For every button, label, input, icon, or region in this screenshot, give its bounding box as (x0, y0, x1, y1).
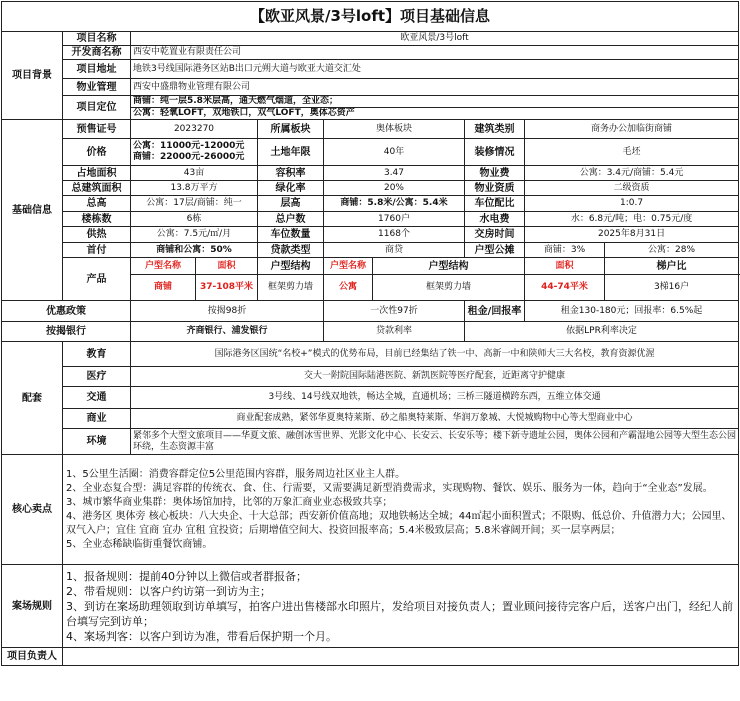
label-developer: 开发商名称 (63, 46, 131, 60)
label-pm-qualification: 物业资质 (465, 181, 525, 196)
value-building-type: 商务办公加临街商铺 (525, 120, 739, 139)
value-positioning-apartment: 公寓：轻氧LOFT，双地铁口，双气LOFT，奥体芯资产 (131, 108, 739, 120)
value-loan-rate: 依据LPR利率决定 (465, 322, 739, 342)
value-shared-area-apartment: 公寓：28% (605, 243, 739, 258)
label-commerce: 商业 (63, 409, 131, 429)
label-loan-rate: 贷款利率 (324, 322, 465, 342)
product-header-type-2: 户型名称 (324, 258, 373, 275)
value-heating: 公寓：7.5元/㎡/月 (131, 227, 258, 243)
value-environment: 紧邻多个大型文旅项目——华夏文旅、融创冰雪世界、光影文化中心、长安云、长安乐等；楼下新寺遗址公园，奥体公园和产霸湿地公园等大型生态公园环绕，生态资源丰富 (131, 429, 739, 455)
section-promotion: 优惠政策 (2, 301, 131, 322)
rule-item: 3、到访在案场助理领取到访单填写，拍客户进出售楼部水印照片，发给项目对接负责人；置业顾问接待完客户后，送客户出门，经纪人前台填写完到访单； (66, 599, 733, 628)
project-info-table (1, 1, 739, 666)
label-presale-permit: 预售证号 (63, 120, 131, 139)
label-transport: 交通 (63, 387, 131, 409)
section-bank: 按揭银行 (2, 322, 131, 342)
label-floor-height: 层高 (258, 196, 324, 212)
value-total-floors: 公寓：17层/商铺：纯一 (131, 196, 258, 212)
core-point: 5、全业态稀缺临街重餐饮商铺。 (66, 538, 213, 550)
value-down-payment: 商铺和公寓：50% (131, 243, 258, 258)
value-education: 国际港务区国统“名校+”模式的优势布局，目前已经集结了铁一中、高新一中和陕师大三大名校，教育资源优渥 (131, 342, 739, 367)
value-far: 3.47 (324, 166, 465, 181)
core-points-list (63, 455, 739, 565)
value-presale-permit: 2023270 (131, 120, 258, 139)
value-property-management: 西安中盛鼎物业管理有限公司 (131, 79, 739, 96)
label-land-tenure: 土地年限 (258, 139, 324, 166)
label-utility-fee: 水电费 (465, 212, 525, 227)
value-floor-height: 商铺：5.8米/公寓：5.4米 (324, 196, 465, 212)
section-product: 产品 (63, 258, 131, 301)
rules-list (63, 565, 739, 648)
promotion-full-payment-discount: 一次性97折 (324, 301, 465, 322)
product-header-structure: 户型结构 (258, 258, 324, 275)
rule-item: 4、案场判客：以客户到访为准，带看后保护期一个月。 (66, 629, 337, 643)
value-delivery-date: 2025年8月31日 (525, 227, 739, 243)
price-shop: 商铺：22000元-26000元 (133, 152, 245, 162)
label-far: 容积率 (258, 166, 324, 181)
value-block: 奥体板块 (324, 120, 465, 139)
label-property-management: 物业管理 (63, 79, 131, 96)
label-down-payment: 首付 (63, 243, 131, 258)
product-shop-area: 37-108平米 (196, 275, 258, 301)
product-header-type: 户型名称 (131, 258, 196, 275)
value-loan-type: 商贷 (324, 243, 465, 258)
value-pm-qualification: 二级资质 (525, 181, 739, 196)
value-gfa: 13.8万平方 (131, 181, 258, 196)
label-total-floors: 总高 (63, 196, 131, 212)
value-utility-fee: 水：6.8元/吨；电：0.75元/度 (525, 212, 739, 227)
product-header-area-2: 面积 (525, 258, 605, 275)
rule-item: 2、带看规则：以客户约访第一到访为主； (66, 584, 271, 598)
label-positioning: 项目定位 (63, 96, 131, 120)
product-apartment-structure: 框架剪力墙 (373, 275, 525, 301)
value-shared-area-shop: 商铺：3% (525, 243, 605, 258)
value-transport: 3号线、14号线双地铁，畅达全城，直通机场；三桥三隧道横跨东西，五维立体交通 (131, 387, 739, 409)
product-shop-type: 商铺 (131, 275, 196, 301)
label-land-area: 占地面积 (63, 166, 131, 181)
value-green-rate: 20% (324, 181, 465, 196)
value-decoration: 毛坯 (525, 139, 739, 166)
value-medical: 交大一附院国际陆港医院、新凯医院等医疗配套，近距离守护健康 (131, 367, 739, 387)
promotion-mortgage-discount: 按揭98折 (131, 301, 324, 322)
label-total-units: 总户数 (258, 212, 324, 227)
section-core-selling-points: 核心卖点 (2, 455, 63, 565)
value-total-units: 1760户 (324, 212, 465, 227)
label-delivery-date: 交房时间 (465, 227, 525, 243)
label-block: 所属板块 (258, 120, 324, 139)
core-point: 4、港务区 奥体旁 核心板块：八大央企、十大总部；西安新价值高地；双地铁畅达全城；44㎡起小面积置式；不限购、低总价、升值潜力大；公园里、双气入户；宜住 宜商 宜办 宜租 宜投资；后期增值空间大、投资回报率高；5.4米极致层高；5.8米睿阔开间；买一层享两层； (66, 510, 732, 536)
product-shop-structure: 框架剪力墙 (258, 275, 324, 301)
core-point: 3、城市繁华商业集群：奥体场馆加持，比邻的万象汇商业业态极致共享； (66, 496, 393, 508)
value-address: 地铁3号线国际港务区站B出口元朔大道与欧亚大道交汇处 (131, 60, 739, 79)
label-property-fee: 物业费 (465, 166, 525, 181)
value-project-name: 欧亚风景/3号loft (131, 32, 739, 46)
label-gfa: 总建筑面积 (63, 181, 131, 196)
product-apartment-type: 公寓 (324, 275, 373, 301)
page-title: 【欧亚风景/3号loft】项目基础信息 (2, 2, 739, 32)
label-address: 项目地址 (63, 60, 131, 79)
label-shared-area: 户型公摊 (465, 243, 525, 258)
rule-item: 1、报备规则：提前40分钟以上微信或者群报备； (66, 569, 307, 583)
value-parking-ratio: 1:0.7 (525, 196, 739, 212)
product-header-structure-2: 户型结构 (373, 258, 525, 275)
value-parking-count: 1168个 (324, 227, 465, 243)
label-parking-count: 车位数量 (258, 227, 324, 243)
label-green-rate: 绿化率 (258, 181, 324, 196)
value-commerce: 商业配套成熟，紧邻华夏奥特莱斯、砂之船奥特莱斯、华润万象城、大悦城购物中心等大型商业中心 (131, 409, 739, 429)
label-environment: 环境 (63, 429, 131, 455)
label-loan-type: 贷款类型 (258, 243, 324, 258)
value-rent-return: 租金130-180元；回报率：6.5%起 (525, 301, 739, 322)
label-price: 价格 (63, 139, 131, 166)
value-banks: 齐商银行、浦发银行 (131, 322, 324, 342)
value-land-area: 43亩 (131, 166, 258, 181)
label-decoration: 装修情况 (465, 139, 525, 166)
value-project-owner (63, 648, 739, 666)
value-positioning-shop: 商铺：纯一层5.8米层高，通天燃气烟道，全业态； (131, 96, 739, 108)
label-project-owner: 项目负责人 (2, 648, 63, 666)
label-building-count: 楼栋数 (63, 212, 131, 227)
value-land-tenure: 40年 (324, 139, 465, 166)
section-basic: 基础信息 (2, 120, 63, 301)
label-building-type: 建筑类别 (465, 120, 525, 139)
product-apartment-area: 44-74平米 (525, 275, 605, 301)
core-point: 1、5公里生活圈：消费容群定位5公里范围内容群，服务周边社区业主人群。 (66, 468, 406, 480)
value-building-count: 6栋 (131, 212, 258, 227)
label-project-name: 项目名称 (63, 32, 131, 46)
label-rent-return: 租金/回报率 (465, 301, 525, 322)
price-apartment: 公寓：11000元-12000元 (133, 141, 245, 151)
core-point: 2、全业态复合型：满足容群的传统衣、食、住、行需要，又需要满足新型消费需求，实现购物、餐饮、娱乐、服务为一体，趋向于“全业态”发展。 (66, 482, 713, 494)
section-background: 项目背景 (2, 32, 63, 120)
product-header-ratio: 梯户比 (605, 258, 739, 275)
product-stair-ratio: 3梯16户 (605, 275, 739, 301)
value-developer: 西安中乾置业有限责任公司 (131, 46, 739, 60)
value-price (131, 139, 258, 166)
value-property-fee: 公寓：3.4元/商铺：5.4元 (525, 166, 739, 181)
label-education: 教育 (63, 342, 131, 367)
label-parking-ratio: 车位配比 (465, 196, 525, 212)
section-facilities: 配套 (2, 342, 63, 455)
section-rules: 案场规则 (2, 565, 63, 648)
product-header-area: 面积 (196, 258, 258, 275)
label-medical: 医疗 (63, 367, 131, 387)
label-heating: 供热 (63, 227, 131, 243)
